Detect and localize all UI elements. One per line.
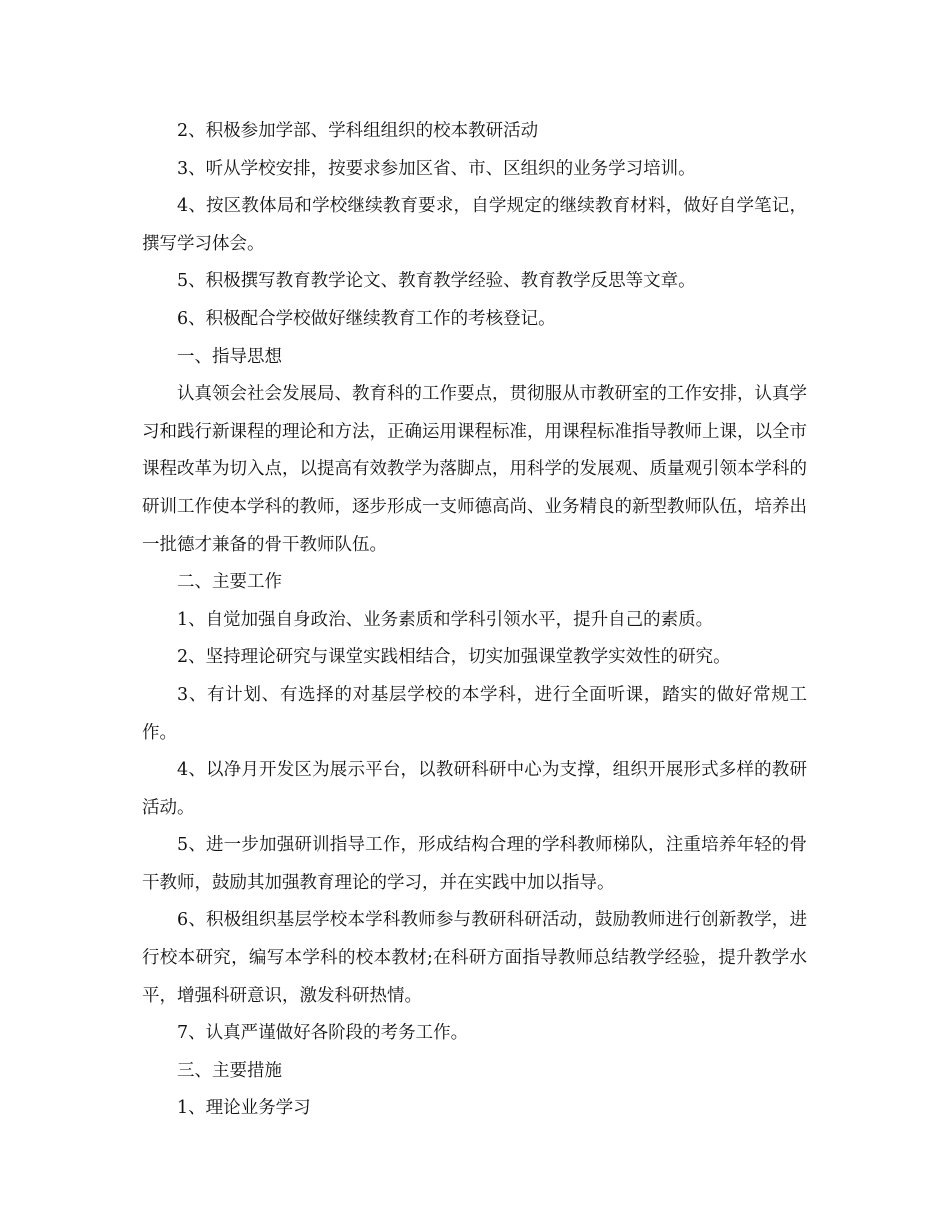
paragraph: 5、积极撰写教育教学论文、教育教学经验、教育教学反思等文章。 — [177, 271, 696, 292]
subsection-heading: 1、理论业务学习 — [177, 1098, 311, 1119]
paragraph: 2、坚持理论研究与课堂实践相结合，切实加强课堂教学实效性的研究。 — [177, 647, 731, 668]
section-heading: 二、主要工作 — [177, 572, 282, 593]
paragraph: 7、认真严谨做好各阶段的考务工作。 — [177, 1023, 469, 1044]
paragraph: 3、有计划、有选择的对基层学校的本学科，进行全面听课，踏实的做好常规工作。 — [142, 684, 807, 743]
section-heading: 一、指导思想 — [177, 346, 282, 367]
paragraph: 2、积极参加学部、学科组组织的校本教研活动 — [177, 121, 539, 141]
paragraph: 认真领会社会发展局、教育科的工作要点，贯彻服从市教研室的工作安排，认真学习和践行新课程的理论和方法，正确运用课程标准，用课程标准指导教师上课，以全市课程改革为切入点，以提高有效教学为落脚点，用科学的发展观、质量观引领本学科的研训工作使本学科的教师，逐步形成一支师德高尚、业务精良的新型教师队伍，培养出一批德才兼备的骨干教师队伍。 — [142, 384, 807, 555]
paragraph: 1、自觉加强自身政治、业务素质和学科引领水平，提升自己的素质。 — [177, 609, 714, 630]
document-body — [142, 113, 807, 1128]
paragraph: 6、积极组织基层学校本学科教师参与教研科研活动，鼓励教师进行创新教学，进行校本研究，编写本学科的校本教材;在科研方面指导教师总结教学经验，提升教学水平，增强科研意识，激发科研热情。 — [142, 910, 807, 1006]
paragraph: 4、按区教体局和学校继续教育要求，自学规定的继续教育材料，做好自学笔记，撰写学习体会。 — [142, 196, 807, 254]
paragraph: 3、听从学校安排，按要求参加区省、市、区组织的业务学习培训。 — [177, 158, 696, 179]
paragraph: 5、进一步加强研训指导工作，形成结构合理的学科教师梯队，注重培养年轻的骨干教师，鼓励其加强教育理论的学习，并在实践中加以指导。 — [142, 835, 807, 893]
paragraph: 6、积极配合学校做好继续教育工作的考核登记。 — [177, 308, 556, 329]
section-heading: 三、主要措施 — [177, 1060, 282, 1081]
paragraph: 4、以净月开发区为展示平台，以教研科研中心为支撑，组织开展形式多样的教研活动。 — [142, 760, 807, 818]
